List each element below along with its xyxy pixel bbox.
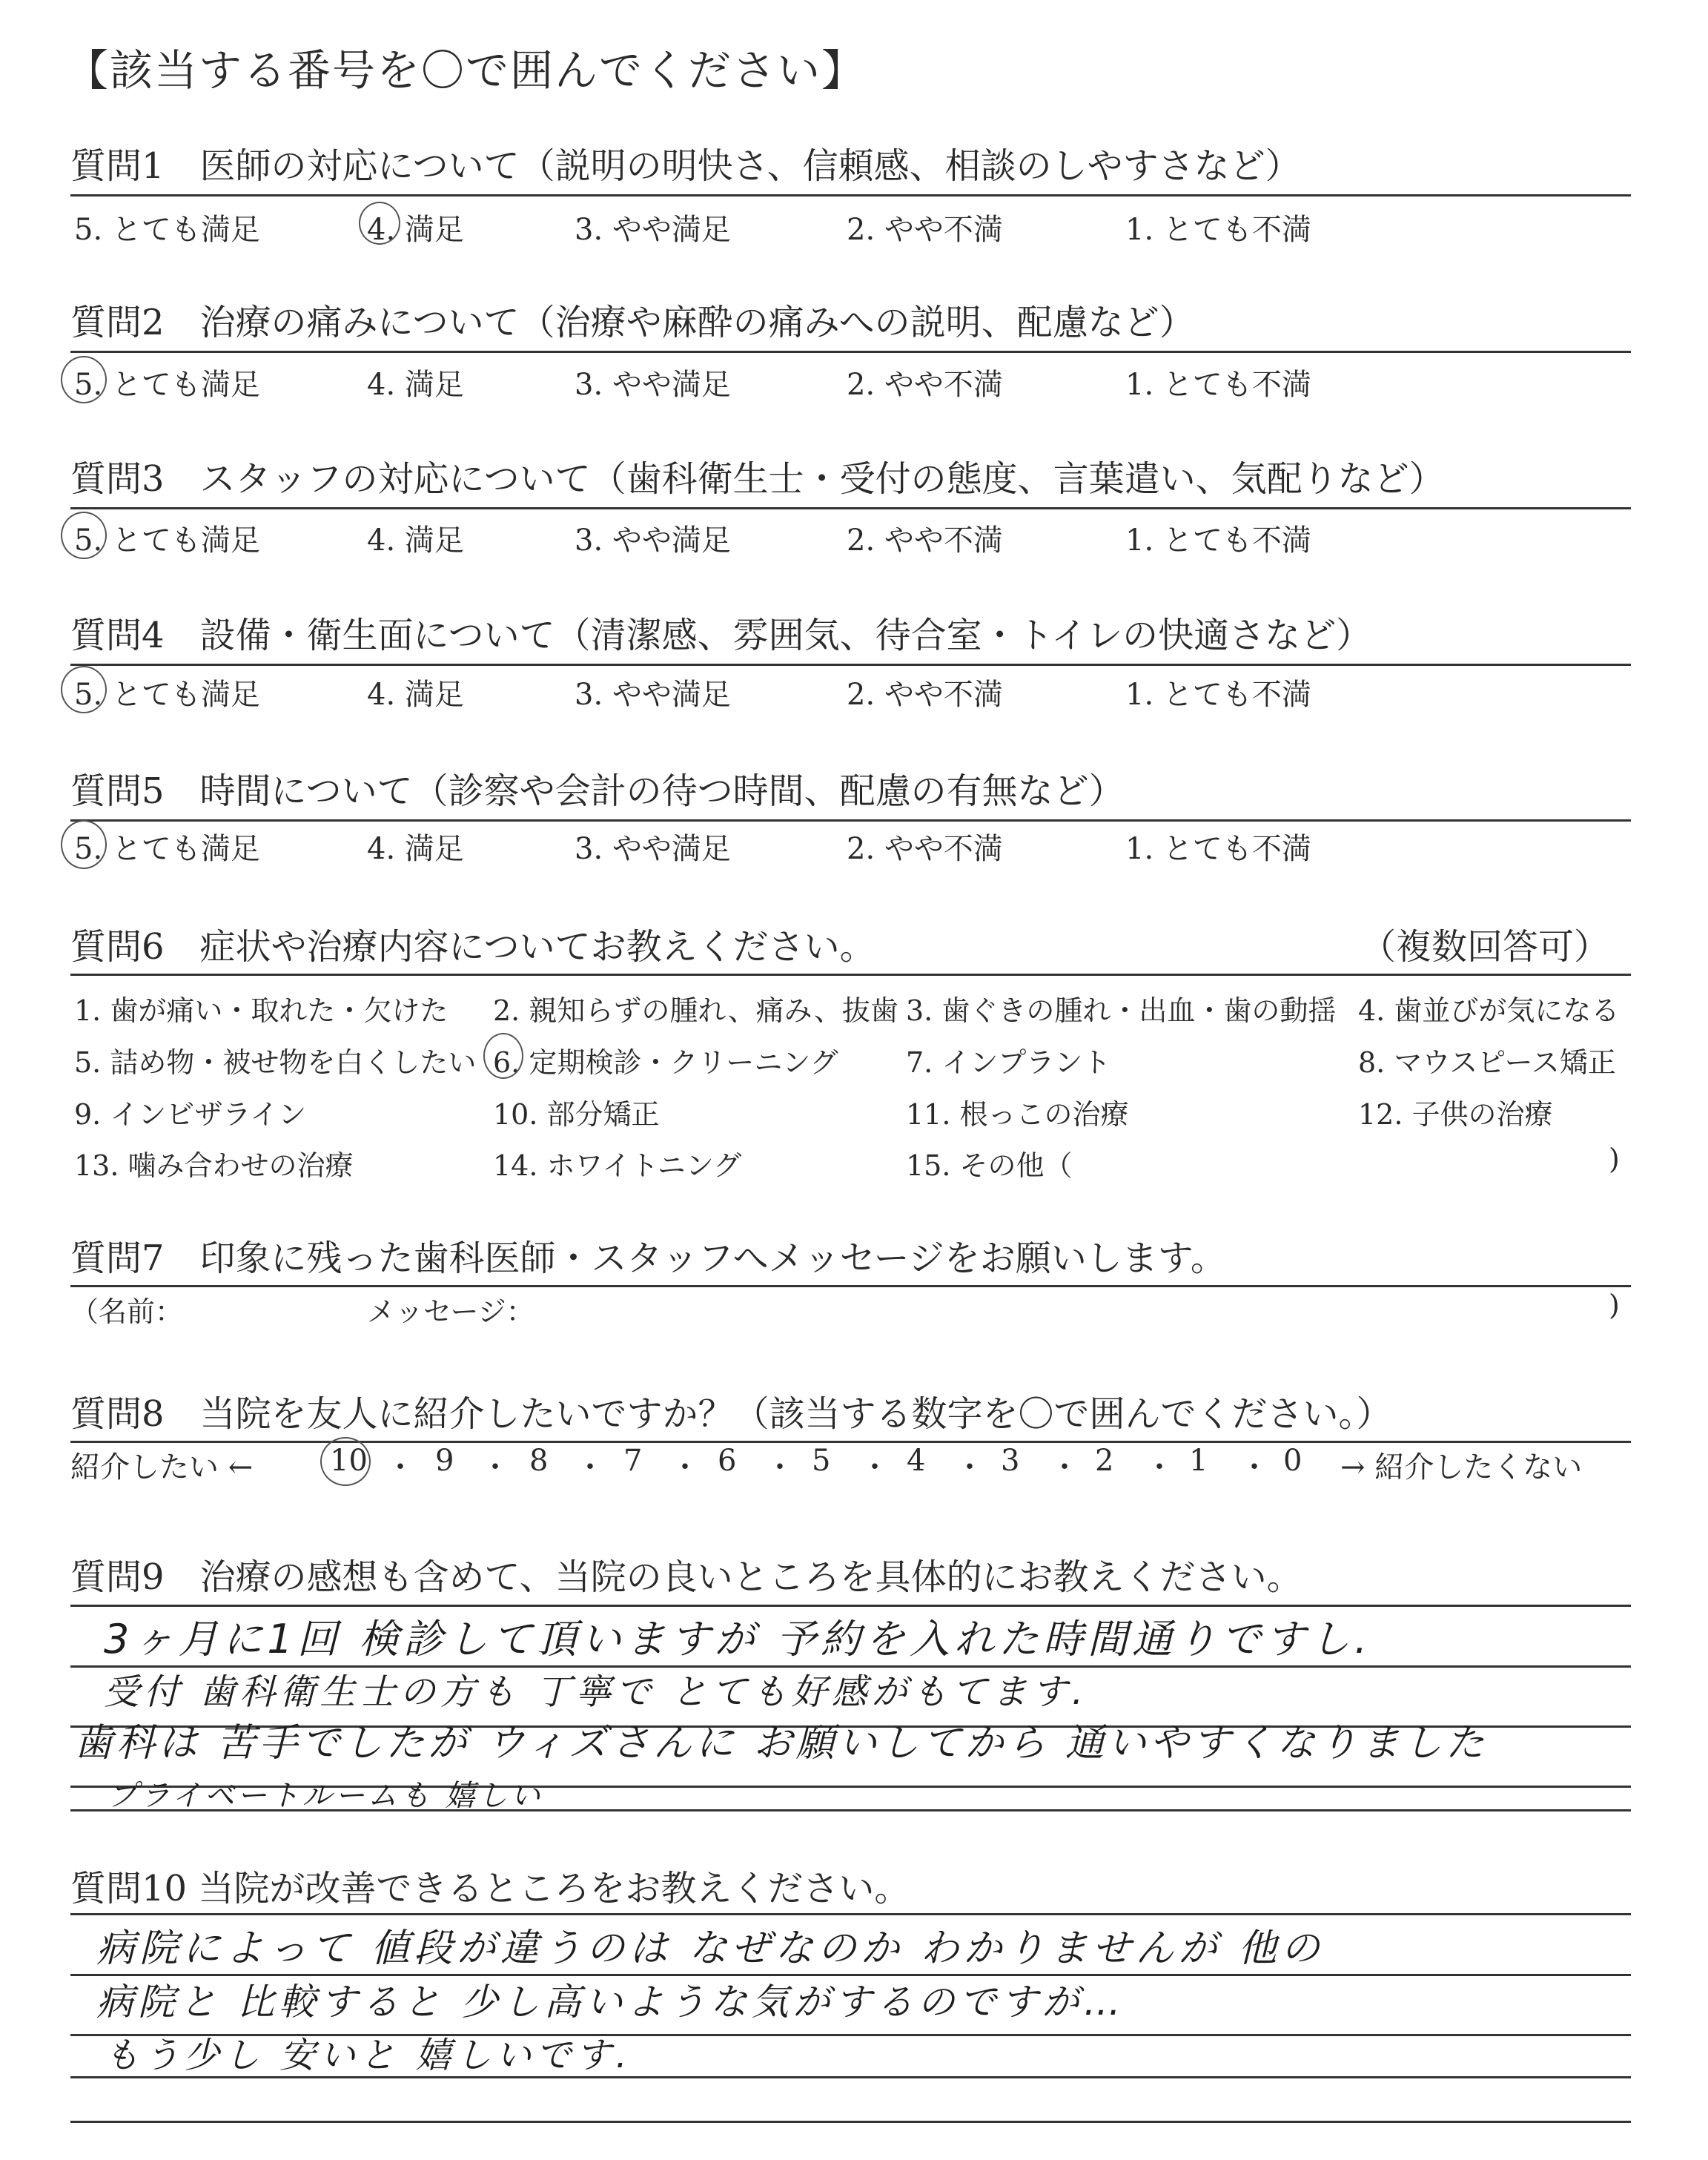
not-recommend-label: → 紹介したくない bbox=[1340, 1450, 1583, 1484]
scale-5[interactable]: 5 bbox=[812, 1444, 831, 1478]
divider bbox=[70, 1285, 1631, 1287]
q1-option-1[interactable]: 1. とても不満 bbox=[1125, 213, 1311, 247]
answer-9-line-1: 3ヶ月に1回 検診して頂いますが 予約を入れた時間通りですし. bbox=[104, 1616, 1372, 1662]
q6-option-3[interactable]: 3. 歯ぐきの腫れ・出血・歯の動揺 bbox=[906, 994, 1337, 1027]
q6-option-12[interactable]: 12. 子供の治療 bbox=[1358, 1098, 1553, 1131]
scale-2[interactable]: 2 bbox=[1095, 1444, 1114, 1478]
q4-option-4[interactable]: 4. 満足 bbox=[367, 678, 464, 712]
q3-option-1[interactable]: 1. とても不満 bbox=[1125, 524, 1311, 558]
selection-circle bbox=[320, 1437, 371, 1486]
answer-9-line-4: プライベートルームも 嬉しい bbox=[107, 1779, 543, 1813]
q1-option-3[interactable]: 3. やや満足 bbox=[575, 213, 731, 247]
scale-9[interactable]: 9 bbox=[435, 1444, 454, 1478]
q2-option-3[interactable]: 3. やや満足 bbox=[575, 368, 731, 402]
answer-9-line-2: 受付 歯科衛生士の方も 丁寧で とても好感がもてます. bbox=[104, 1671, 1088, 1713]
q6-option-8[interactable]: 8. マウスピース矯正 bbox=[1358, 1046, 1616, 1079]
q3-option-4[interactable]: 4. 満足 bbox=[367, 524, 464, 558]
q1-option-2[interactable]: 2. やや不満 bbox=[847, 213, 1003, 247]
question-9-heading: 質問9 治療の感想も含めて、当院の良いところを具体的にお教えください。 bbox=[70, 1556, 1302, 1598]
scale-separator: ・ bbox=[765, 1450, 795, 1484]
selection-circle bbox=[61, 356, 107, 403]
divider bbox=[70, 1441, 1631, 1443]
selection-circle bbox=[359, 202, 400, 245]
q4-option-3[interactable]: 3. やや満足 bbox=[575, 678, 731, 712]
answer-line bbox=[70, 1913, 1631, 1915]
q6-option-2[interactable]: 2. 親知らずの腫れ、痛み、抜歯 bbox=[493, 994, 898, 1027]
scale-3[interactable]: 3 bbox=[1001, 1444, 1020, 1478]
q3-option-5[interactable]: 5. とても満足 bbox=[74, 524, 260, 558]
q6-option-15[interactable]: 15. その他（ bbox=[906, 1149, 1073, 1182]
multiple-answers-note: （複数回答可） bbox=[1360, 926, 1610, 968]
scale-separator: ・ bbox=[955, 1450, 984, 1484]
q4-option-1[interactable]: 1. とても不満 bbox=[1125, 678, 1311, 712]
question-1-heading: 質問1 医師の対応について（説明の明快さ、信頼感、相談のしやすさなど） bbox=[70, 145, 1301, 187]
selection-circle bbox=[483, 1033, 523, 1079]
question-4-heading: 質問4 設備・衛生面について（清潔感、雰囲気、待合室・トイレの快適さなど） bbox=[70, 615, 1372, 656]
q6-option-7[interactable]: 7. インプラント bbox=[906, 1046, 1111, 1079]
divider bbox=[70, 974, 1631, 976]
selection-circle bbox=[61, 666, 107, 713]
divider bbox=[70, 507, 1631, 509]
scale-7[interactable]: 7 bbox=[623, 1444, 643, 1478]
question-10-heading: 質問10 当院が改善できるところをお教えください。 bbox=[70, 1868, 910, 1909]
divider bbox=[70, 819, 1631, 822]
q5-option-2[interactable]: 2. やや不満 bbox=[847, 832, 1003, 866]
scale-separator: ・ bbox=[860, 1450, 890, 1484]
q4-option-5[interactable]: 5. とても満足 bbox=[74, 678, 260, 712]
scale-separator: ・ bbox=[1145, 1450, 1174, 1484]
scale-separator: ・ bbox=[575, 1450, 605, 1484]
selection-circle bbox=[61, 512, 107, 559]
question-3-heading: 質問3 スタッフの対応について（歯科衛生士・受付の態度、言葉遣い、気配りなど） bbox=[70, 458, 1445, 500]
answer-10-line-3: もう少し 安いと 嬉しいです. bbox=[104, 2035, 632, 2076]
q5-option-1[interactable]: 1. とても不満 bbox=[1125, 832, 1311, 866]
answer-9-line-3: 歯科は 苦手でしたが ウィズさんに お願いしてから 通いやすくなりました bbox=[74, 1721, 1488, 1766]
q6-option-1[interactable]: 1. 歯が痛い・取れた・欠けた bbox=[74, 994, 448, 1027]
answer-10-line-2: 病院と 比較すると 少し高いような気がするのですが… bbox=[96, 1981, 1125, 2024]
scale-10[interactable]: 10 bbox=[330, 1444, 368, 1478]
name-label: （名前： bbox=[70, 1295, 184, 1328]
page-title: 【該当する番号を〇で囲んでください】 bbox=[65, 45, 867, 96]
scale-6[interactable]: 6 bbox=[718, 1444, 737, 1478]
q6-option-9[interactable]: 9. インビザライン bbox=[74, 1098, 307, 1131]
q5-option-3[interactable]: 3. やや満足 bbox=[575, 832, 731, 866]
q5-option-4[interactable]: 4. 満足 bbox=[367, 832, 464, 866]
answer-line bbox=[70, 1605, 1631, 1607]
question-7-heading: 質問7 印象に残った歯科医師・スタッフへメッセージをお願いします。 bbox=[70, 1238, 1226, 1279]
divider bbox=[70, 351, 1631, 353]
scale-separator: ・ bbox=[670, 1450, 700, 1484]
scale-0[interactable]: 0 bbox=[1283, 1444, 1302, 1478]
divider bbox=[70, 664, 1631, 666]
divider bbox=[70, 194, 1631, 196]
scale-separator: ・ bbox=[480, 1450, 510, 1484]
q1-option-5[interactable]: 5. とても満足 bbox=[74, 213, 260, 247]
scale-separator: ・ bbox=[385, 1450, 415, 1484]
q2-option-5[interactable]: 5. とても満足 bbox=[74, 368, 260, 402]
q6-option-6[interactable]: 6. 定期検診・クリーニング bbox=[493, 1046, 838, 1079]
q2-option-2[interactable]: 2. やや不満 bbox=[847, 368, 1003, 402]
question-2-heading: 質問2 治療の痛みについて（治療や麻酔の痛みへの説明、配慮など） bbox=[70, 302, 1195, 343]
scale-separator: ・ bbox=[1050, 1450, 1079, 1484]
selection-circle bbox=[61, 820, 107, 869]
message-close-paren: ) bbox=[1609, 1289, 1620, 1321]
q6-option-10[interactable]: 10. 部分矯正 bbox=[493, 1098, 660, 1131]
other-close-paren: ) bbox=[1609, 1143, 1620, 1175]
question-8-heading: 質問8 当院を友人に紹介したいですか？（該当する数字を〇で囲んでください。） bbox=[70, 1393, 1392, 1435]
scale-separator: ・ bbox=[1239, 1450, 1269, 1484]
q6-option-11[interactable]: 11. 根っこの治療 bbox=[906, 1098, 1129, 1131]
q4-option-2[interactable]: 2. やや不満 bbox=[847, 678, 1003, 712]
q5-option-5[interactable]: 5. とても満足 bbox=[74, 832, 260, 866]
q6-option-5[interactable]: 5. 詰め物・被せ物を白くしたい bbox=[74, 1046, 477, 1079]
recommend-label: 紹介したい ← bbox=[70, 1450, 254, 1484]
scale-1[interactable]: 1 bbox=[1189, 1444, 1208, 1478]
scale-4[interactable]: 4 bbox=[907, 1444, 926, 1478]
q6-option-4[interactable]: 4. 歯並びが気になる bbox=[1358, 994, 1620, 1027]
q2-option-4[interactable]: 4. 満足 bbox=[367, 368, 464, 402]
question-5-heading: 質問5 時間について（診察や会計の待つ時間、配慮の有無など） bbox=[70, 770, 1125, 812]
q6-option-14[interactable]: 14. ホワイトニング bbox=[493, 1149, 742, 1182]
q1-option-4[interactable]: 4. 満足 bbox=[367, 213, 464, 247]
message-label: メッセージ： bbox=[367, 1295, 534, 1328]
q3-option-3[interactable]: 3. やや満足 bbox=[575, 524, 731, 558]
scale-8[interactable]: 8 bbox=[529, 1444, 549, 1478]
q3-option-2[interactable]: 2. やや不満 bbox=[847, 524, 1003, 558]
q6-option-13[interactable]: 13. 噛み合わせの治療 bbox=[74, 1149, 354, 1182]
answer-10-line-1: 病院によって 値段が違うのは なぜなのか わかりませんが 他の bbox=[96, 1926, 1325, 1971]
q2-option-1[interactable]: 1. とても不満 bbox=[1125, 368, 1311, 402]
question-6-heading: 質問6 症状や治療内容についてお教えください。 bbox=[70, 926, 875, 968]
answer-line bbox=[70, 2121, 1631, 2123]
